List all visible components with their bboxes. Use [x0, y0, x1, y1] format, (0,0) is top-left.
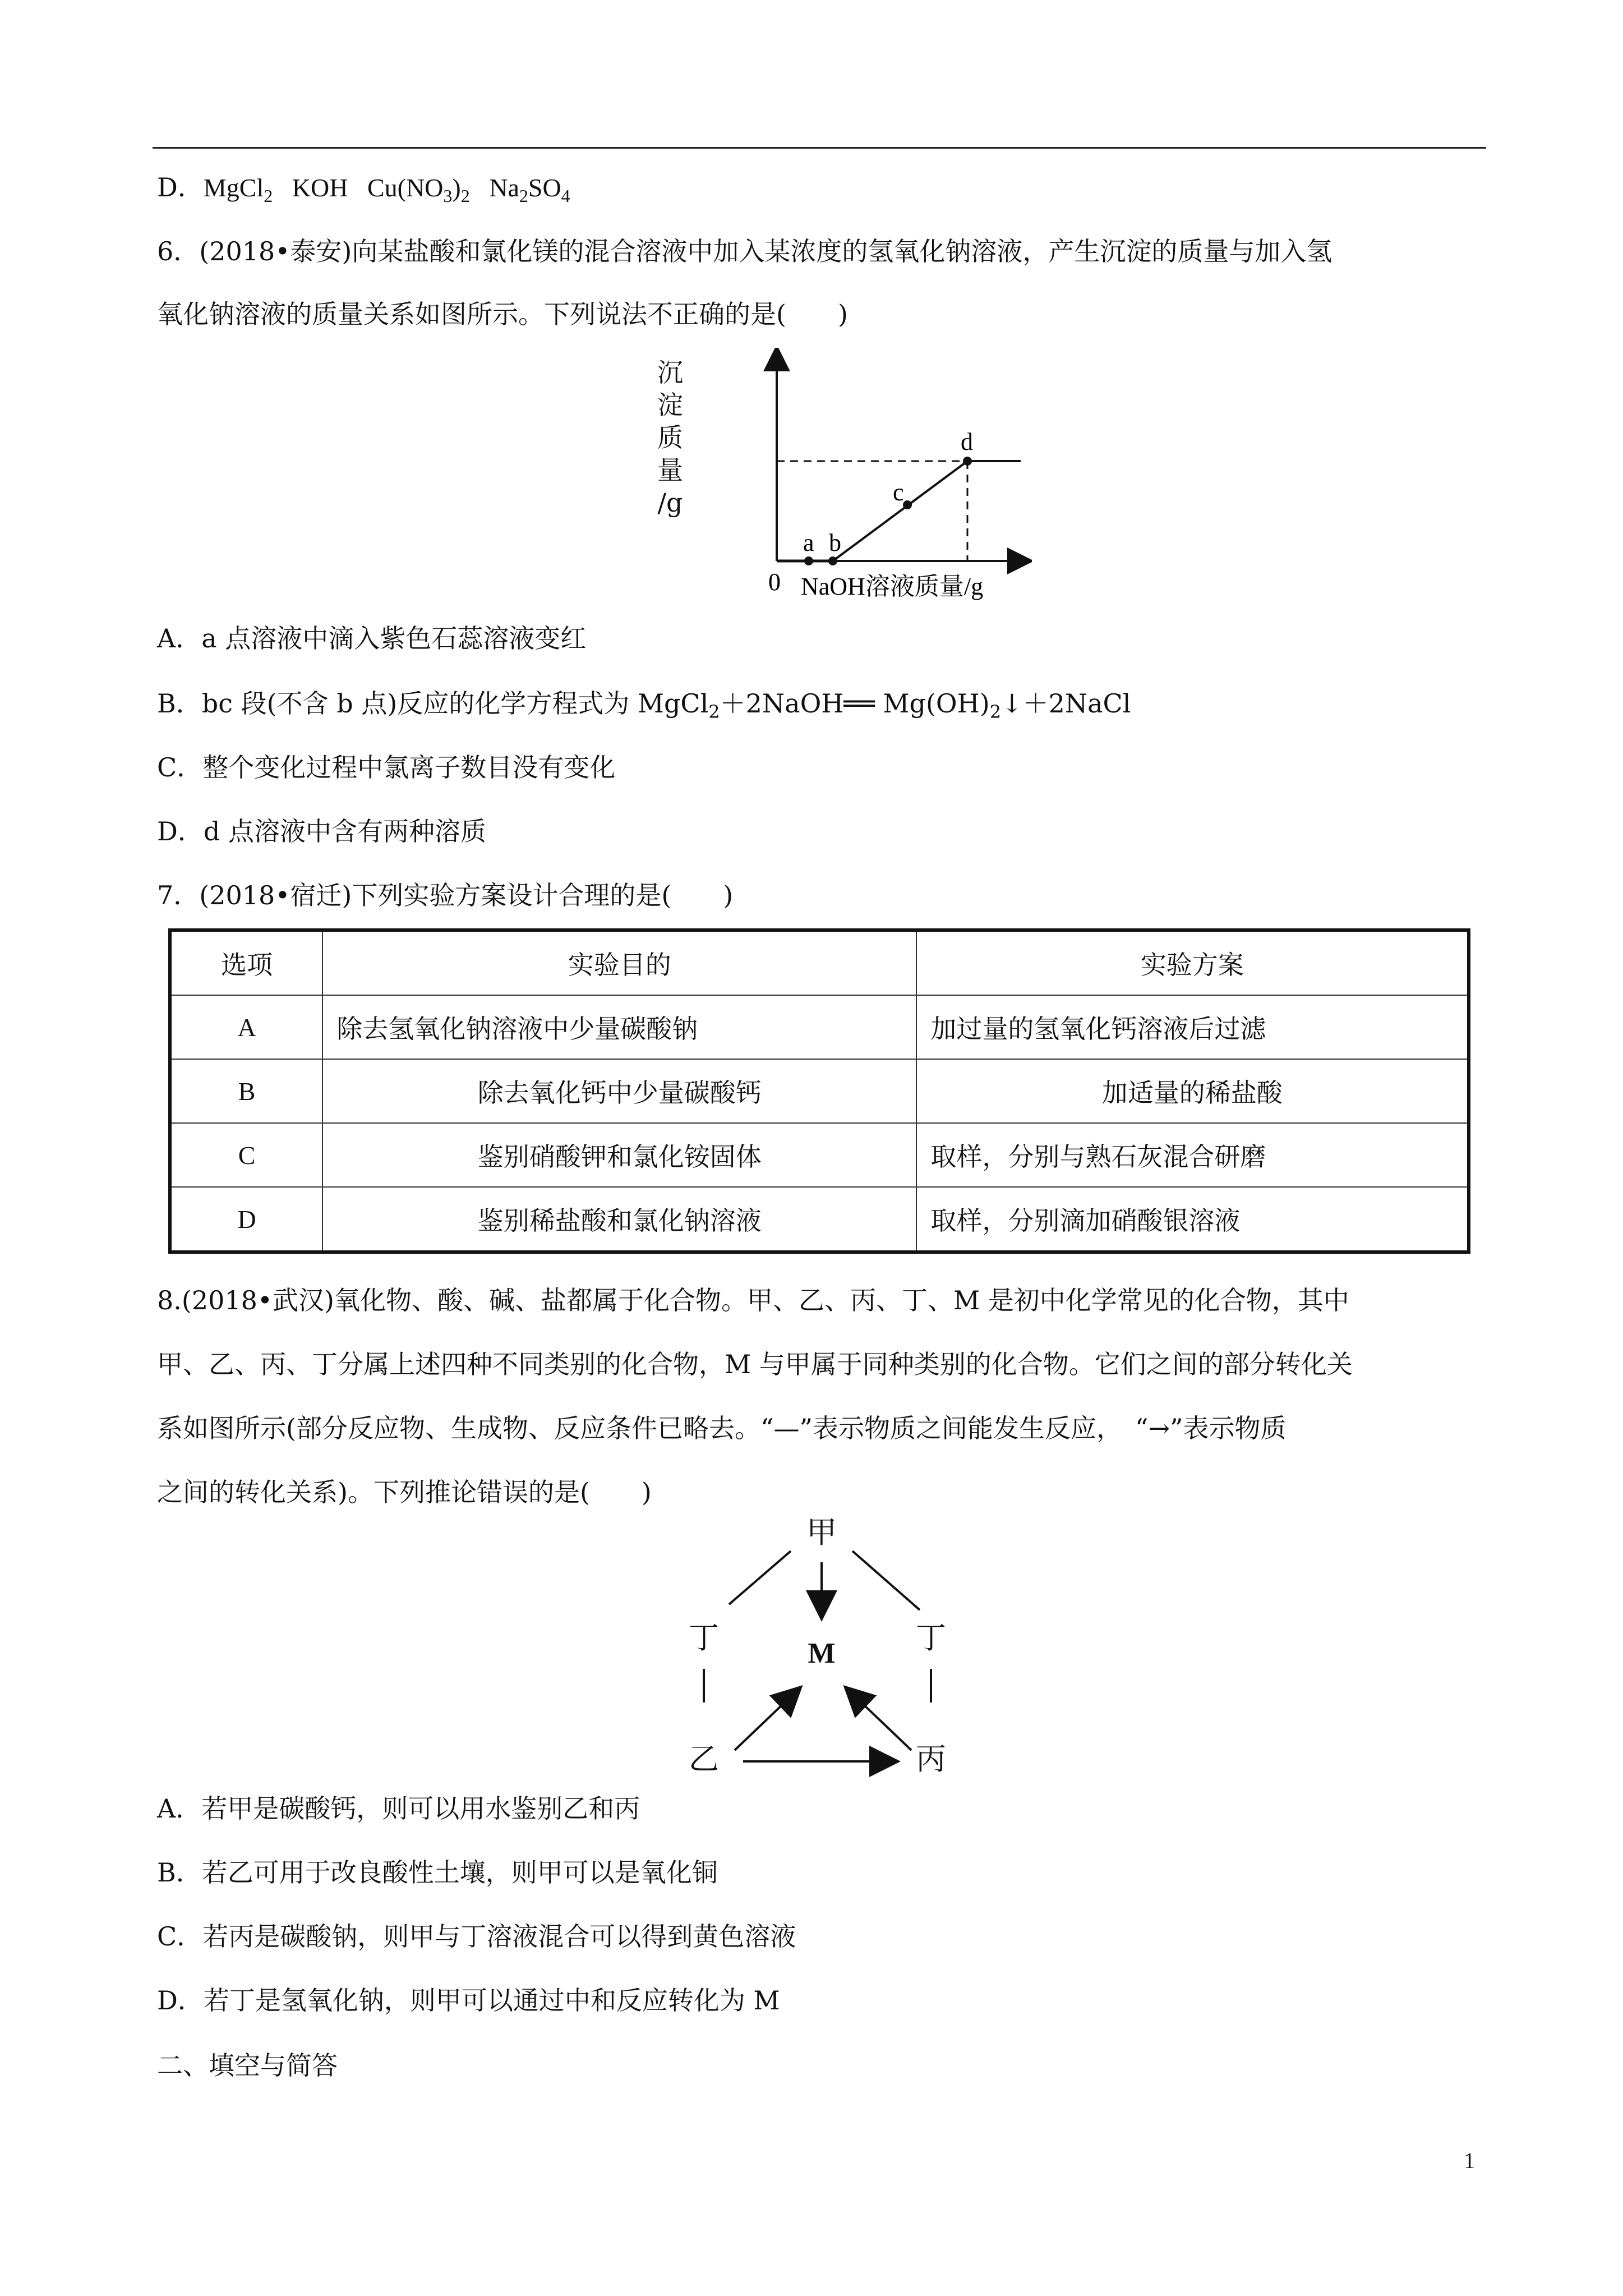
table-header-row: [170, 930, 1469, 995]
header-plan: 实验方案: [916, 930, 1469, 995]
point-c: [903, 500, 912, 509]
rising-segment: [833, 461, 967, 561]
table-row: [170, 1059, 1469, 1123]
label-a: a: [803, 529, 814, 556]
q8-option-a: A．若甲是碳酸钙，则可以用水鉴别乙和丙: [157, 1793, 640, 1824]
table-row: [170, 1123, 1469, 1187]
point-d: [963, 457, 972, 466]
q8-option-d: D．若丁是氢氧化钠，则甲可以通过中和反应转化为 M: [157, 1985, 780, 2016]
point-a: [804, 556, 813, 565]
row-option: C: [170, 1123, 322, 1187]
node-jia: 甲: [806, 1515, 837, 1550]
row-option: A: [170, 995, 322, 1059]
chart-y-label: 沉 淀 质 量 /g: [657, 357, 683, 518]
link-jia-right: [852, 1551, 920, 1610]
row-purpose: 除去氢氧化钠溶液中少量碳酸钠: [322, 995, 916, 1059]
row-plan: 取样，分别与熟石灰混合研磨: [916, 1123, 1469, 1187]
arrow-bing-to-m: [850, 1691, 911, 1750]
arrow-yi-to-m: [735, 1691, 796, 1750]
label-c: c: [893, 478, 904, 506]
q8-option-b: B．若乙可用于改良酸性土壤，则甲可以是氧化铜: [157, 1857, 718, 1888]
node-yi: 乙: [689, 1741, 719, 1777]
q7-stem: 7．(2018•宿迁)下列实验方案设计合理的是( ): [157, 880, 734, 910]
q8-option-c: C．若丙是碳酸钠，则甲与丁溶液混合可以得到黄色溶液: [157, 1921, 796, 1952]
node-bing: 丙: [916, 1741, 946, 1777]
relation-diagram: [667, 1515, 981, 1778]
label-d: d: [961, 428, 973, 455]
q6-option-b: B．bc 段(不含 b 点)反应的化学方程式为 MgCl$_2$＋2NaOH══ $Mg(OH)_2↓+2NaCl$: [157, 688, 1131, 723]
q6-option-d: D．d 点溶液中含有两种溶质: [157, 816, 486, 846]
q6-stem-line2: 氧化钠溶液的质量关系如图所示。下列说法不正确的是( ): [157, 299, 848, 329]
section-heading: 二、填空与简答: [157, 2050, 338, 2081]
q6-stem-line1: 6．(2018•泰安)向某盐酸和氯化镁的混合溶液中加入某浓度的氢氧化钠溶液，产生沉淀的质量与加入氢: [157, 236, 1332, 266]
link-jia-left: [729, 1551, 791, 1604]
row-option: B: [170, 1059, 322, 1123]
q6-option-c: C．整个变化过程中氯离子数目没有变化: [157, 752, 616, 783]
row-plan: 加适量的稀盐酸: [916, 1059, 1469, 1123]
row-plan: 取样，分别滴加硝酸银溶液: [916, 1187, 1469, 1252]
page-number: 1: [1464, 2148, 1475, 2173]
q8-stem-line3: 系如图所示(部分反应物、生成物、反应条件已略去。“—”表示物质之间能发生反应， “→”表示物质: [157, 1413, 1287, 1443]
header-purpose: 实验目的: [322, 930, 916, 995]
label-b: b: [829, 529, 841, 556]
node-m: M: [808, 1637, 836, 1669]
header-option: 选项: [170, 930, 322, 995]
chart-x-label: NaOH溶液质量/g: [801, 573, 984, 600]
table-row: [170, 995, 1469, 1059]
q8-stem-line2: 甲、乙、丙、丁分属上述四种不同类别的化合物，M 与甲属于同种类别的化合物。它们之间的部分转化关: [157, 1349, 1353, 1379]
node-ding-right: 丁: [916, 1620, 946, 1655]
experiment-table: [168, 928, 1470, 1254]
q8-stem-line4: 之间的转化关系)。下列推论错误的是( ): [157, 1477, 652, 1507]
node-ding-left: 丁: [689, 1620, 719, 1655]
point-b: [828, 556, 837, 565]
row-purpose: 除去氧化钙中少量碳酸钙: [322, 1059, 916, 1123]
q6-option-a: A．a 点溶液中滴入紫色石蕊溶液变红: [157, 623, 587, 654]
row-option: D: [170, 1187, 322, 1252]
row-purpose: 鉴别硝酸钾和氯化铵固体: [322, 1123, 916, 1187]
option-d-prev: D．MgCl$_2$ KOH $Cu(NO_3)_2$ $Na_2SO_4$: [157, 172, 570, 206]
q8-stem-line1: 8.(2018•武汉)氧化物、酸、碱、盐都属于化合物。甲、乙、丙、丁、M 是初中化学常见的化合物，其中: [157, 1285, 1349, 1315]
origin-label: 0: [768, 568, 781, 596]
header-rule: [153, 147, 1486, 149]
row-purpose: 鉴别稀盐酸和氯化钠溶液: [322, 1187, 916, 1252]
table-row: [170, 1187, 1469, 1252]
row-plan: 加过量的氢氧化钙溶液后过滤: [916, 995, 1469, 1059]
